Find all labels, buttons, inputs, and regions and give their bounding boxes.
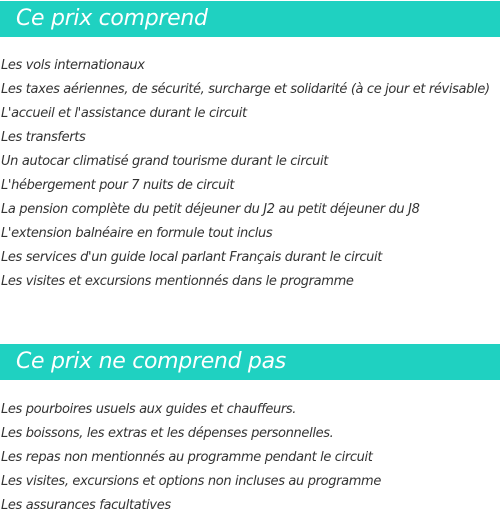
list-item: Les transferts <box>1 130 86 145</box>
list-item: Les boissons, les extras et les dépenses personnelles. <box>1 426 334 441</box>
list-item: Les taxes aériennes, de sécurité, surcharge et solidarité (à ce jour et révisable) <box>1 82 490 97</box>
list-item: Les repas non mentionnés au programme pendant le circuit <box>1 450 373 465</box>
excluded-section-header <box>0 344 500 380</box>
list-item: Les vols internationaux <box>1 58 145 73</box>
list-item: Les visites et excursions mentionnés dans le programme <box>1 274 354 289</box>
list-item: L'accueil et l'assistance durant le circuit <box>1 106 247 121</box>
list-item: La pension complète du petit déjeuner du J2 au petit déjeuner du J8 <box>1 202 420 217</box>
list-item: Un autocar climatisé grand tourisme durant le circuit <box>1 154 329 169</box>
excluded-items-list <box>1 398 500 518</box>
included-section-header <box>0 1 500 37</box>
excluded-section-title: Ce prix ne comprend pas <box>16 349 286 374</box>
list-item: Les visites, excursions et options non incluses au programme <box>1 474 381 489</box>
list-item: L'extension balnéaire en formule tout inclus <box>1 226 273 241</box>
list-item: Les pourboires usuels aux guides et chauffeurs. <box>1 402 297 417</box>
list-item: L'hébergement pour 7 nuits de circuit <box>1 178 235 193</box>
included-section-title: Ce prix comprend <box>16 6 208 31</box>
list-item: Les assurances facultatives <box>1 498 171 513</box>
list-item: Les services d'un guide local parlant Français durant le circuit <box>1 250 383 265</box>
included-items-list <box>1 54 500 294</box>
